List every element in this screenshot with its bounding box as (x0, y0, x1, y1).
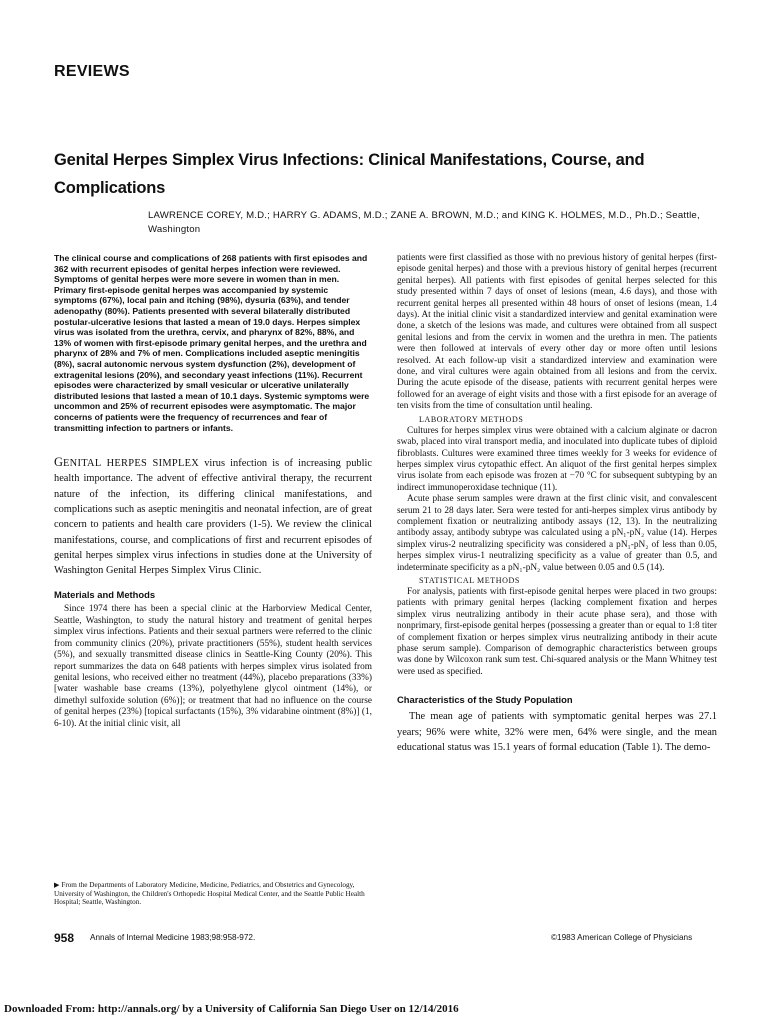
methods-paragraph: Since 1974 there has been a special clinic at the Harborview Medical Center, Seattle, Washington, to study the natural history and treatment of genital herpes simplex virus infections. Patients and their sexual partners were referred to the clinic from community clinics (20%), private practitioners (55%), student health services (5%), and sexually transmitted disease clinics in Seattle-King County (20%). This report summarizes the data on 648 patients with herpes simplex virus isolated from genital lesions, who received either no treatment (44%), placebo preparations (33%) [water washable base creams (13%), polyethylene glycol ointment (14%), or dimethyl sulfoxide solution (6%)]; or treatment that had no influence on the course of genital herpes (23%) [topical surfactants (15%), 3% vidarabine ointment (8%)] (1, 6-10). At the initial clinic visit, all (54, 604, 372, 729)
laboratory-methods-heading: LABORATORY METHODS (419, 414, 524, 424)
article-authors: LAWRENCE COREY, M.D.; HARRY G. ADAMS, M.D.; ZANE A. BROWN, M.D.; and KING K. HOLMES, M.D., Ph.D.; Seattle, Washington (148, 210, 700, 235)
culture-paragraph: Cultures for herpes simplex virus were obtained with a calcium alginate or dacron swab, placed into viral transport media, and inoculated into duplicate tubes of diploid fibroblasts. Cultures were examined three times weekly for 3 weeks for evidence of herpes simplex virus cytopathic effect. An aliquot of the first genital herpes simplex virus isolate from each episode was frozen at −70 °C for subsequent subtyping by an indirect immunoperoxidase technique (11). (397, 425, 717, 493)
study-population-heading: Characteristics of the Study Population (397, 694, 573, 706)
intro-paragraph (54, 455, 372, 578)
left-column (54, 253, 372, 730)
abstract: The clinical course and complications of 268 patients with first episodes and 362 with recurrent episodes of genital herpes infection were reviewed. Symptoms of genital herpes were more severe in women than in men. Primary first-episode genital herpes was accompanied by systemic symptoms (67%), local pain and itching (98%), dysuria (63%), and tender adenopathy (80%). Patients presented with several bilaterally distributed postular-ulcerative lesions that lasted a mean of 19.0 days. Herpes simplex virus was isolated from the urethra, cervix, and pharynx of 82%, 88%, and 13% of women with first-episode primary genital herpes, and the urethra and pharynx of 28% and 7% of men. Complications included aseptic meningitis (8%), sacral autonomic nervous system dysfunction (2%), development of extragenital lesions (20%), and secondary yeast infections (11%). Recurrent episodes were characterized by small vesicular or ulcerative unilaterally distributed lesions that lasted a mean of 10.1 days. Systemic symptoms were uncommon and 25% of recurrent episodes were asymptomatic. The major concerns of patients were the frequency of recurrences and fear of transmitting infection to partners or infants. (54, 253, 370, 433)
study-population-paragraph: The mean age of patients with symptomatic genital herpes was 27.1 years; 96% were white, 32% were men, 64% were single, and the mean educational status was 15.1 years of formal education (Table 1). The demo- (397, 711, 717, 753)
section-label: REVIEWS (54, 63, 130, 80)
intro-text: virus infection is of increasing public health importance. The advent of effective antiviral therapy, the recurrent nature of the infection, its differing clinical manifestations, and complications such as aseptic meningitis and neonatal infection, are of great concern to patients and health care providers (1-5). We review the clinical manifestations, course, and complications of first and recurrent episodes of genital herpes simplex virus infections in studies done at the University of Washington Genital Herpes Simplex Virus Clinic. (54, 458, 372, 577)
page-number: 958 (54, 931, 75, 945)
methods-heading: Materials and Methods (54, 589, 156, 601)
affiliation-footnote: ▶ From the Departments of Laboratory Medicine, Medicine, Pediatrics, and Obstetrics and Gynecology, University of Washington, the Children's Orthopedic Hospital Medical Center, and the Seattle Public Health Hospital; Seattle, Washington. (54, 881, 365, 907)
statistics-paragraph: For analysis, patients with first-episode genital herpes were placed in two groups: patients with primary genital herpes (lacking complement fixation and herpes simplex virus neutralizing antibody in their acute phase sera), and those with nonprimary, first-episode genital herpes (possessing a greater than or equal to 1:8 titer of complement fixation or herpes simplex virus neutralizing antibody in their acute phase serum sample). Comparison of demographic characteristics between groups was done by Wilcoxon rank sum test. Chi-squared analysis or the Mann Whitney test were used as specified. (397, 586, 717, 677)
serum-paragraph: Acute phase serum samples were drawn at the first clinic visit, and convalescent serum 21 to 28 days later. Sera were tested for anti-herpes simplex virus antibody by complement fixation or neutralizing antibody assays (12, 13). In the neutralizing antibody assay, antibody subtype was calculated using a pN₁-pN₂ value (14). Herpes simplex virus-2 neutralizing specificity was considered a pN₁-pN₂ of less than 0.05, herpes simplex virus-1 neutralizing specificity as a value of greater than 0.5, and indeterminate specificity as a pN₁-pN₂ value between 0.05 and 0.5 (14). (397, 494, 717, 573)
article-title: Genital Herpes Simplex Virus Infections: Clinical Manifestations, Course, and Complications (54, 151, 645, 197)
statistical-methods-heading: STATISTICAL METHODS (419, 575, 520, 585)
classification-paragraph: patients were first classified as those with no previous history of genital herpes (first-episode genital herpes) and those with a previous history of genital herpes (recurrent genital herpes). All patients with first episodes of genital herpes selected for this study presented within 7 days of onset of lesions (mean, 4.6 days), and those with recurrent genital herpes all presented within 48 hours of onset of lesions (mean, 1.4 days). At the initial clinic visit a standardized interview and genital examination were done, a sketch of the lesions was made, and cultures were obtained from all suspect genital lesions and from the cervix in women and the urethra in men. The patients were then followed at intervals of every other day or more often until lesions resolved. At each follow-up visit a standardized interview and examination were done, and viral cultures were again obtained from all lesions and from the cervix. During the acute episode of the disease, patients with recurrent genital herpes were followed for an average of eight visits and those with a first episode for an average of ten visits from the time of consultation until healing. (397, 253, 717, 412)
journal-citation: Annals of Internal Medicine 1983;98:958-972. (90, 933, 256, 942)
right-column (397, 253, 717, 755)
intro-smallcaps: ENITAL HERPES SIMPLEX (63, 458, 200, 470)
download-notice: Downloaded From: http://annals.org/ by a University of California San Diego User on 12/14/2016 (4, 1003, 459, 1015)
copyright-notice: ©1983 American College of Physicians (551, 933, 693, 942)
intro-dropcap: G (54, 455, 64, 470)
